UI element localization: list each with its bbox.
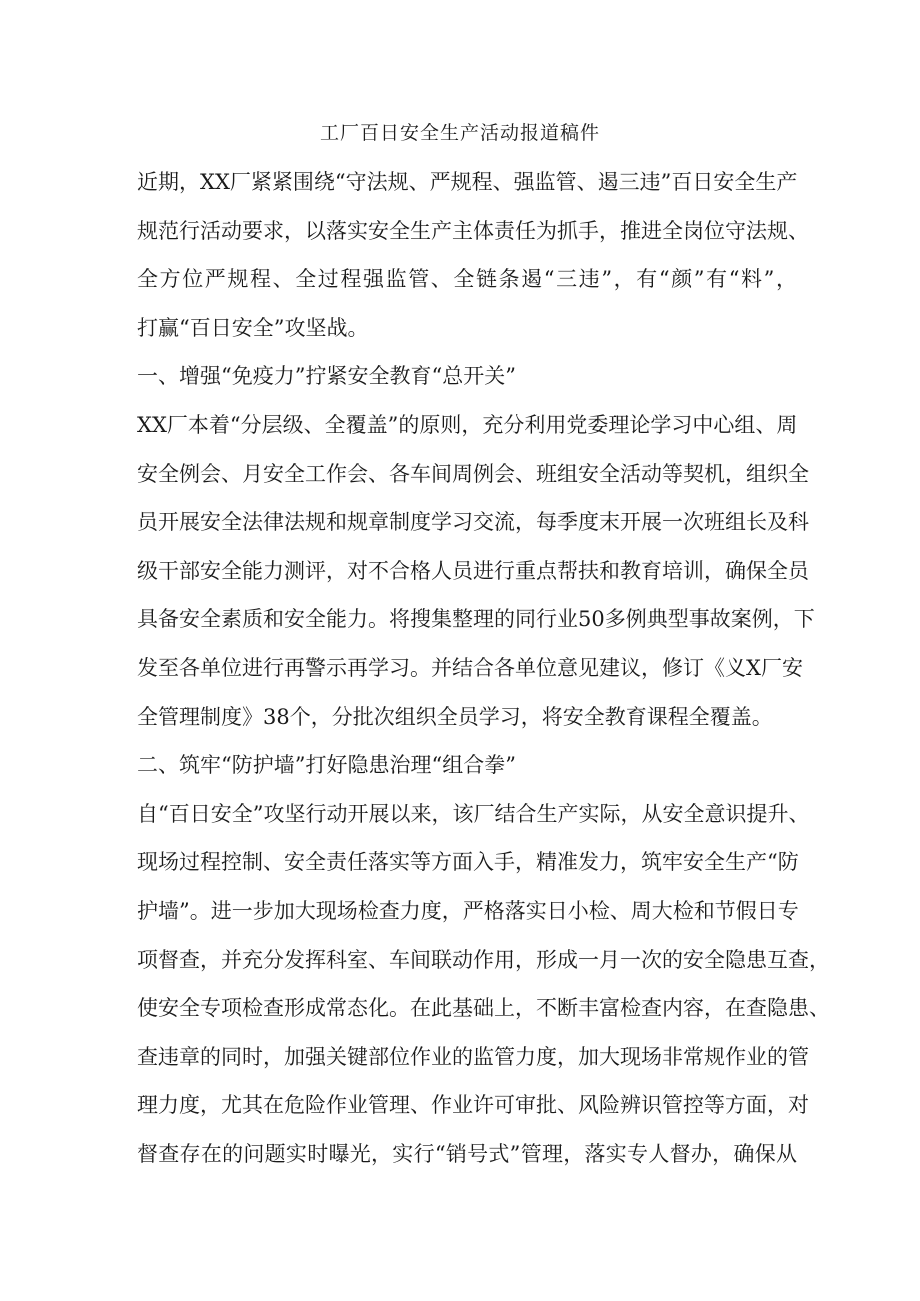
paragraph-line: 自“百日安全”攻坚行动开展以来，该厂结合生产实际，从安全意识提升、 [137, 801, 810, 826]
section-heading: 二、筑牢“防护墙”打好隐患治理“组合拳” [137, 753, 516, 778]
paragraph-line: 全管理制度》38个，分批次组织全员学习，将安全教育课程全覆盖。 [137, 704, 773, 729]
paragraph-line: 安全例会、月安全工作会、各车间周例会、班组安全活动等契机，组织全 [137, 461, 809, 486]
document-title: 工厂百日安全生产活动报道稿件 [319, 122, 600, 144]
paragraph-line: 理力度，尤其在危险作业管理、作业许可审批、风险辨识管控等方面，对 [137, 1093, 809, 1118]
document-body [137, 158, 830, 1178]
paragraph-line: 员开展安全法律法规和规章制度学习交流，每季度末开展一次班组长及科 [137, 510, 809, 535]
paragraph-line: 查违章的同时，加强关键部位作业的监管力度，加大现场非常规作业的管 [137, 1044, 809, 1069]
section-heading: 一、增强“免疫力”拧紧安全教育“总开关” [137, 364, 516, 389]
paragraph-line: 全方位严规程、全过程强监管、全链条遏“三违”，有“颜”有“料”， [137, 267, 797, 292]
paragraph-line: 近期，XX厂紧紧围绕“守法规、严规程、强监管、遏三违”百日安全生产 [137, 170, 798, 194]
paragraph-line: XX厂本着“分层级、全覆盖”的原则，充分利用党委理论学习中心组、周 [137, 412, 798, 437]
paragraph-line: 具备安全素质和安全能力。将搜集整理的同行业50多例典型事故案例，下 [137, 607, 815, 632]
paragraph-line: 发至各单位进行再警示再学习。并结合各单位意见建议，修订《义X厂安 [137, 655, 803, 680]
paragraph-line: 护墙”。进一步加大现场检查力度，严格落实日小检、周大检和节假日专 [137, 898, 799, 923]
paragraph-line: 打赢“百日安全”攻坚战。 [137, 315, 369, 340]
paragraph-line: 级干部安全能力测评，对不合格人员进行重点帮扶和教育培训，确保全员 [137, 558, 809, 583]
paragraph-line: 现场过程控制、安全责任落实等方面入手，精准发力，筑牢安全生产“防 [137, 850, 799, 875]
paragraph-line: 规范行活动要求，以落实安全生产主体责任为抓手，推进全岗位守法规、 [137, 218, 809, 243]
paragraph-line: 督查存在的问题实时曝光，实行“销号式”管理，落实专人督办，确保从 [137, 1141, 797, 1166]
paragraph-line: 项督查，并充分发挥科室、车间联动作用，形成一月一次的安全隐患互查， [137, 947, 830, 972]
paragraph-line: 使安全专项检查形成常态化。在此基础上，不断丰富检查内容，在查隐患、 [137, 996, 830, 1021]
